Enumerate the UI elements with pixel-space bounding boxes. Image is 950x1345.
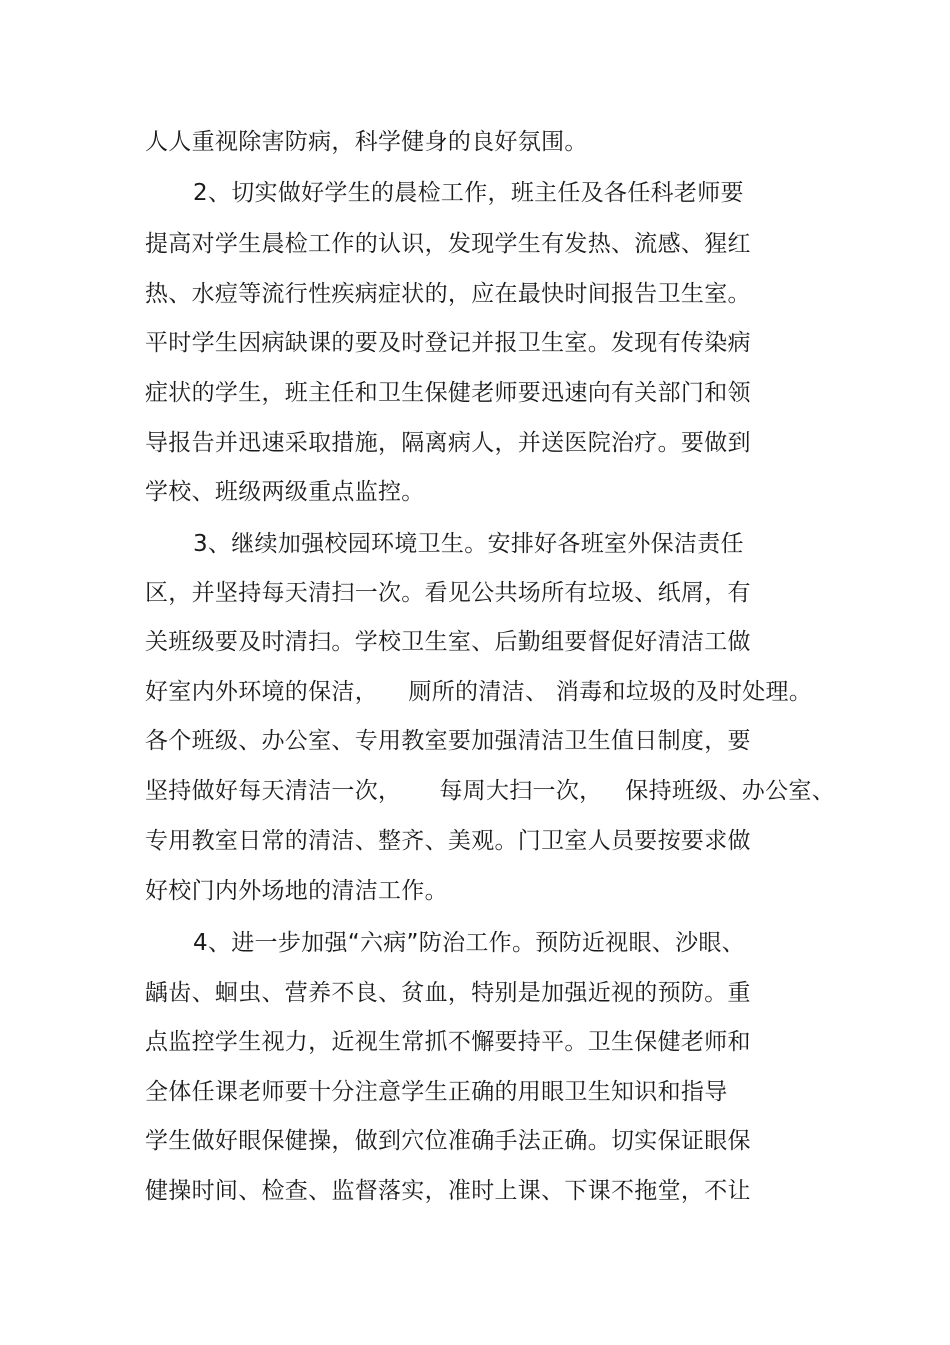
text-line: 症状的学生，班主任和卫生保健老师要迅速向有关部门和领 [145, 380, 751, 406]
text-line: 关班级要及时清扫。学校卫生室、后勤组要督促好清洁工做 [145, 629, 751, 655]
text-line: 各个班级、办公室、专用教室要加强清洁卫生值日制度，要 [145, 728, 751, 754]
text-line: 学校、班级两级重点监控。 [145, 479, 425, 505]
text-line: 全体任课老师要十分注意学生正确的用眼卫生知识和指导 [145, 1079, 728, 1105]
text-line: 学生做好眼保健操，做到穴位准确手法正确。切实保证眼保 [145, 1128, 751, 1154]
paragraph-3-start: 3、继续加强校园环境卫生。安排好各班室外保洁责任 [193, 531, 744, 557]
text-line: 平时学生因病缺课的要及时登记并报卫生室。发现有传染病 [145, 330, 751, 356]
text-line: 好校门内外场地的清洁工作。 [145, 878, 448, 904]
text-line: 坚持做好每天清洁一次， 每周大扫一次， 保持班级、办公室、 [145, 778, 835, 804]
text-line: 点监控学生视力，近视生常抓不懈要持平。卫生保健老师和 [145, 1029, 751, 1055]
text-line: 导报告并迅速采取措施，隔离病人，并送医院治疗。要做到 [145, 430, 751, 456]
text-line: 健操时间、检查、监督落实，准时上课、下课不拖堂，不让 [145, 1178, 751, 1204]
paragraph-4-start: 4、进一步加强“六病”防治工作。预防近视眼、沙眼、 [193, 930, 745, 956]
paragraph-2-start: 2、切实做好学生的晨检工作，班主任及各任科老师要 [193, 180, 744, 206]
text-line: 龋齿、蛔虫、营养不良、贫血，特别是加强近视的预防。重 [145, 980, 751, 1006]
text-line: 人人重视除害防病，科学健身的良好氛围。 [145, 129, 588, 155]
text-line: 热、水痘等流行性疾病症状的，应在最快时间报告卫生室。 [145, 281, 751, 307]
text-line: 区，并坚持每天清扫一次。看见公共场所有垃圾、纸屑，有 [145, 580, 751, 606]
text-line: 提高对学生晨检工作的认识，发现学生有发热、流感、猩红 [145, 231, 751, 257]
text-line: 专用教室日常的清洁、整齐、美观。门卫室人员要按要求做 [145, 828, 751, 854]
text-line: 好室内外环境的保洁， 厕所的清洁、 消毒和垃圾的及时处理。 [145, 679, 813, 705]
